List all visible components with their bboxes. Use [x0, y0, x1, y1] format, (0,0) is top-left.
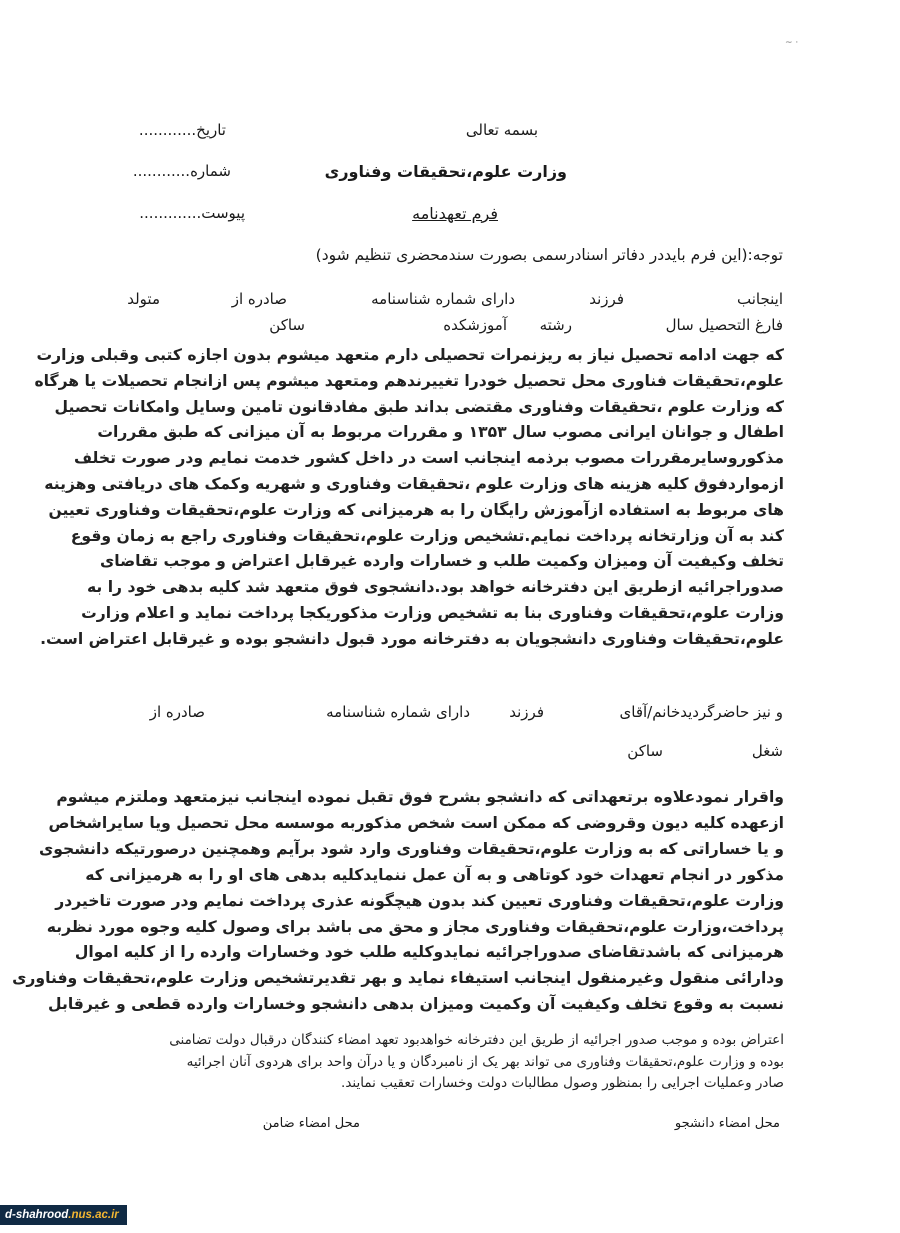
paragraph-line: وزارت علوم،تحقیقات وفناوری بنا به تشخیص وزارت مذکوریکجا پرداخت نماید و اعلام وزارت — [81, 603, 784, 622]
paragraph-line: که جهت ادامه تحصیل نیاز به ریزنمرات تحصیلی دارم متعهد میشوم بدون اجازه کتبی وقبلی وزارت — [36, 346, 784, 364]
paragraph-line: صادر وعملیات اجرایی را بمنظور وصول مطالبات دولت وخسارات تعقیب نمایند. — [341, 1075, 784, 1091]
paragraph-line: مذکور در انجام تعهدات خود کوتاهی و به آن عمل ننمایدکلیه بدهی های او را به هرمیزانی که — [85, 865, 784, 884]
student-signature-label: محل امضاء دانشجو — [674, 1116, 780, 1131]
field-child-of: فرزند — [589, 290, 624, 308]
paragraph-line: ازعهده کلیه دیون وقروضی که ممکن است شخص مذکوربه موسسه محل تحصیل ویا سایراشخاص — [48, 813, 784, 832]
field-major: رشته — [539, 316, 572, 334]
field-id-number: دارای شماره شناسنامه — [371, 290, 515, 308]
paragraph-line: و یا خساراتی که به وزارت علوم،تحقیقات وفناوری وارد شود برآیم وهمچنین درصورتیکه دانشجوی — [38, 839, 784, 858]
field-born: متولد — [127, 290, 160, 308]
date-field: تاریخ............ — [138, 121, 226, 139]
paragraph-line: ازمواردفوق کلیه هزینه های وزارت علوم ،تحقیقات وفناوری و شهریه وکمک های دریافتی وهزینه — [44, 474, 784, 493]
number-field: شماره............ — [132, 162, 231, 180]
paragraph-line: تخلف وکیفیت آن ومیزان وکمیت طلب و خسارات وارده غیرقابل اعتراض و موجب تقاضای — [99, 552, 784, 571]
paragraph-line: علوم،تحقیقات فناوری محل تحصیل خودرا تغییرندهم ومتعهد میشوم پس ازانجام تحصیلات یا هرگاه — [34, 371, 784, 390]
paragraph-line: اطفال و جوانان ایرانی مصوب سال ۱۳۵۳ و مقررات مربوط به آن میزانی که طبق مقررات — [97, 423, 784, 442]
field-guarantor-resident: ساکن — [627, 742, 663, 760]
field-guarantor-child-of: فرزند — [509, 703, 544, 721]
closing-paragraph — [112, 1030, 784, 1095]
paragraph-line: نسبت به وقوع تخلف وکیفیت آن وکمیت ومیزان بدهی دانشجو وخسارات وارده قطعی و غیرقابل — [48, 995, 784, 1014]
watermark-domain: .nus.ac.ir — [68, 1209, 119, 1221]
paragraph-line: واقرار نمودعلاوه برتعهداتی که دانشجو بشرح فوق تقبل نموده اینجانب نیزمتعهد وملتزم میشوم — [56, 788, 784, 806]
guarantor-paragraph — [12, 785, 784, 1018]
field-faculty: آموزشکده — [443, 316, 507, 334]
guarantor-signature-label: محل امضاء ضامن — [262, 1116, 360, 1131]
field-applicant: اینجانب — [736, 290, 783, 308]
paragraph-line: مذکوروسایرمقررات مصوب برذمه اینجانب است در داخل کشور خدمت نمایم ودر صورت تخلف — [73, 449, 784, 468]
paragraph-line: وزارت علوم،تحقیقات وفناوری تعیین کند بدون هیچگونه عذری پرداخت نمایم ودر صورت تاخیردر — [55, 891, 784, 910]
bismillah: بسمه تعالی — [465, 121, 538, 139]
paragraph-line: اعتراض بوده و موجب صدور اجرائیه از طریق این دفترخانه خواهدبود تعهد امضاء کنندگان درقبال دولت تضامنی — [169, 1032, 784, 1048]
watermark-prefix: d-shahrood — [5, 1209, 69, 1221]
field-occupation: شغل — [751, 742, 783, 760]
field-guarantor-id: دارای شماره شناسنامه — [326, 703, 470, 721]
field-graduated-year: فارغ التحصیل سال — [665, 316, 783, 334]
paragraph-line: هرمیزانی که باشدتقاضای صدوراجرائیه نمایدوکلیه طلب خود وخسارات وارده را از کلیه اموال — [74, 943, 784, 962]
field-resident: ساکن — [269, 316, 305, 334]
field-issued-from: صادره از — [231, 290, 287, 308]
field-guarantor: و نیز حاضرگردیدخانم/آقای — [619, 703, 783, 721]
site-watermark — [0, 1205, 127, 1225]
attachment-field: پیوست............. — [139, 204, 245, 222]
paragraph-line: کند به آن وزارتخانه پرداخت نمایم.تشخیص وزارت علوم،تحقیقات وفناوری راجع به زمان وقوع — [70, 526, 784, 545]
field-guarantor-issued: صادره از — [149, 703, 205, 721]
paragraph-line: های مربوط به استفاده ازآموزش رایگان را به هرمیزانی که وزارت علوم،تحقیقات وفناوری تعیین — [48, 500, 784, 519]
paragraph-line: ودارائی منقول وغیرمنقول اینجانب استیفاء نماید و بهر تقدیرتشخیص وزارت علوم،تحقیقات وفناوری — [12, 969, 784, 988]
ministry-title: وزارت علوم،تحقیقات وفناوری — [324, 162, 567, 181]
paragraph-line: که وزارت علوم ،تحقیقات وفناوری مقتضی بداند طبق مفادقانون تامین وسایل وامکانات تحصیل — [54, 397, 784, 416]
paragraph-line: صدوراجرائیه ازطریق این دفترخانه خواهد بود.دانشجوی فوق متعهد شد کلیه بدهی خود را به — [86, 578, 784, 597]
notice-text: توجه:(این فرم بایددر دفاتر اسنادرسمی بصورت سندمحضری تنظیم شود) — [315, 246, 783, 264]
scan-mark: ~ · — [785, 38, 799, 48]
paragraph-line: علوم،تحقیقات وفناوری دانشجویان به دفترخانه مورد قبول دانشجو بوده و غیرقابل اعتراض است. — [40, 629, 784, 648]
form-title: فرم تعهدنامه — [412, 204, 498, 223]
paragraph-line: بوده و وزارت علوم،تحقیقات وفناوری می تواند بهر یک از نامبردگان و یا درآن واحد برای هردوی آنان اجرائیه — [186, 1053, 784, 1070]
paragraph-line: پرداخت،وزارت علوم،تحقیقات وفناوری مجاز و محق می باشد برای وصول کلیه وجوه مورد نظربه — [46, 917, 784, 936]
commitment-paragraph — [34, 343, 784, 653]
